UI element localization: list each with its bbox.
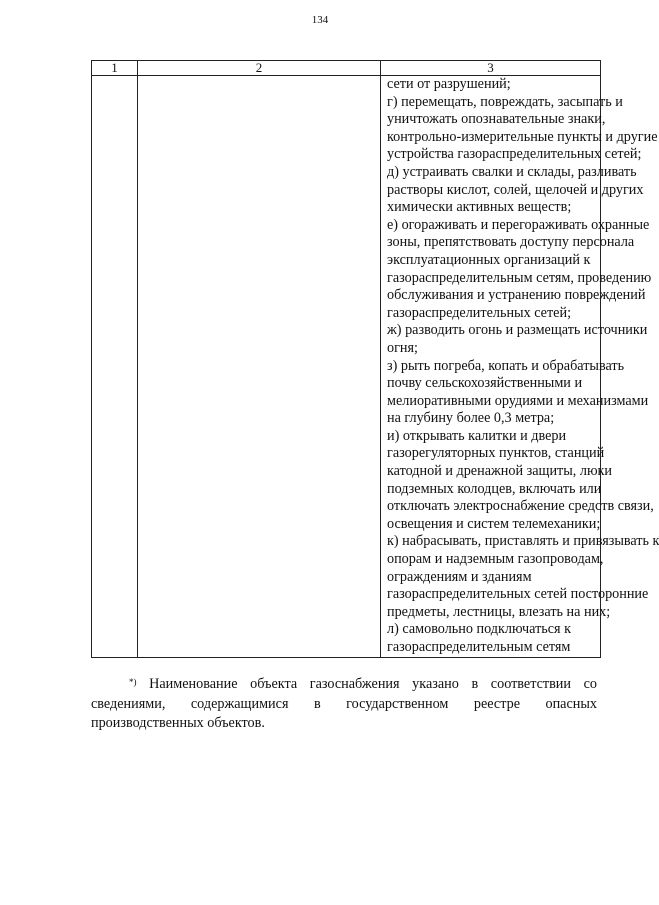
cell-line: газораспределительных сетей посторонние: [387, 586, 649, 603]
cell-col1: [92, 76, 138, 658]
cell-line: е) огораживать и перегораживать охранные: [387, 216, 650, 233]
table-row: [92, 76, 601, 658]
cell-line: растворы кислот, солей, щелочей и других: [387, 181, 644, 198]
cell-line: зоны, препятствовать доступу персонала: [387, 234, 635, 251]
cell-line: предметы, лестницы, влезать на них;: [387, 603, 611, 620]
table-header-row: [92, 61, 601, 76]
cell-line: подземных колодцев, включать или: [387, 480, 602, 497]
cell-line: ограждениям и зданиям: [387, 568, 532, 585]
footnote-text: Наименование объекта газоснабжения указано в соответствии со: [149, 676, 597, 692]
regulation-table: [91, 60, 659, 658]
cell-line: г) перемещать, повреждать, засыпать и: [387, 93, 623, 110]
cell-line: огня;: [387, 339, 418, 356]
footnote-line-1: [91, 675, 597, 695]
page-number: 134: [311, 14, 329, 26]
cell-line: почву сельскохозяйственными и: [387, 375, 583, 392]
column-header-1: 1: [92, 61, 138, 76]
column-header-3: 3: [381, 61, 601, 76]
cell-line: мелиоративными орудиями и механизмами: [387, 392, 649, 409]
footnote: [91, 675, 597, 734]
cell-line: л) самовольно подключаться к: [387, 621, 572, 638]
column-header-2: 2: [138, 61, 381, 76]
cell-line: на глубину более 0,3 метра;: [387, 410, 555, 427]
cell-col2: [138, 76, 381, 658]
cell-line: з) рыть погреба, копать и обрабатывать: [387, 357, 625, 374]
cell-line: сети от разрушений;: [387, 76, 511, 92]
cell-line: газораспределительным сетям: [387, 639, 571, 655]
footnote-line-3: производственных объектов.: [91, 715, 265, 731]
cell-line: контрольно-измерительные пункты и другие: [387, 128, 658, 145]
cell-line: и) открывать калитки и двери: [387, 427, 567, 444]
cell-line: газорегуляторных пунктов, станций: [387, 445, 605, 462]
cell-line: обслуживания и устранению повреждений: [387, 287, 646, 304]
cell-col3-prohibitions: [381, 76, 659, 658]
cell-line: освещения и систем телемеханики;: [387, 515, 601, 532]
cell-line: опорам и надземным газопроводам,: [387, 551, 604, 568]
cell-line: газораспределительным сетям, проведению: [387, 269, 652, 286]
cell-line: газораспределительных сетей;: [387, 304, 572, 321]
cell-line: отключать электроснабжение средств связи,: [387, 498, 654, 515]
cell-line: уничтожать опознавательные знаки,: [387, 111, 606, 128]
footnote-marker: *): [129, 677, 137, 687]
cell-line: устройства газораспределительных сетей;: [387, 146, 642, 163]
cell-line: эксплуатационных организаций к: [387, 251, 591, 268]
cell-line: к) набрасывать, приставлять и привязывать к: [387, 533, 659, 550]
cell-line: д) устраивать свалки и склады, разливать: [387, 163, 637, 180]
cell-line: химически активных веществ;: [387, 199, 572, 216]
cell-line: ж) разводить огонь и размещать источники: [387, 322, 648, 339]
footnote-line-2: сведениями, содержащимися в государственном реестре опасных: [91, 695, 597, 712]
cell-line: катодной и дренажной защиты, люки: [387, 463, 613, 480]
